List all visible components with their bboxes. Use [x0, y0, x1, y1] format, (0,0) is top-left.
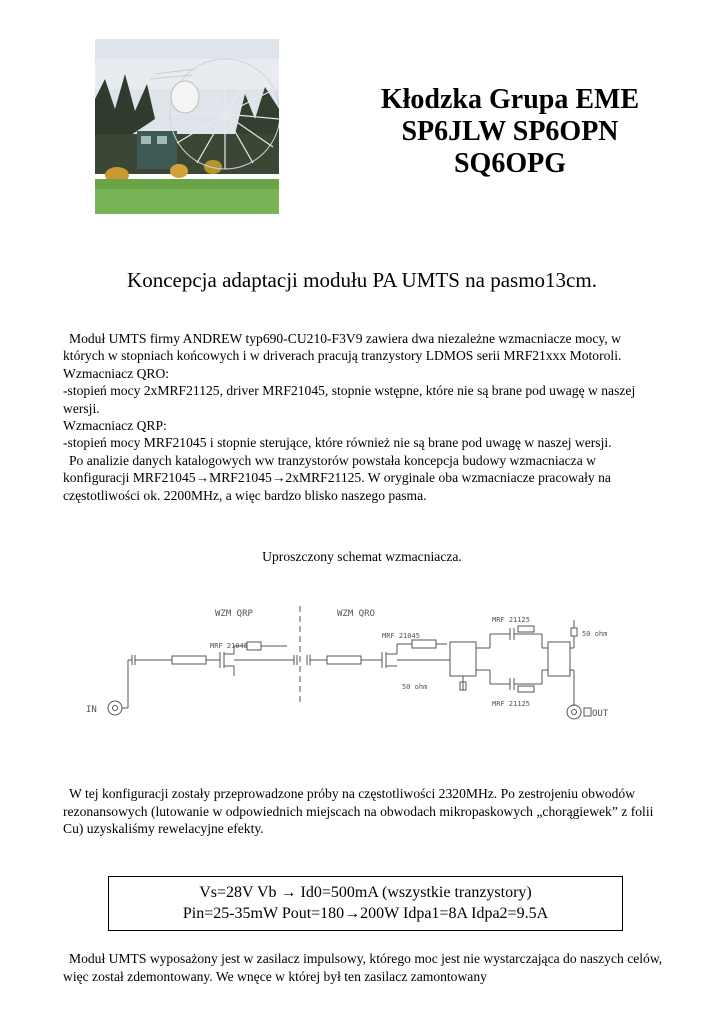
- label-wzm-qrp: WZM QRP: [215, 609, 253, 619]
- label-50ohm-mid: 50 ohm: [402, 683, 428, 691]
- qro-description: -stopień mocy 2xMRF21125, driver MRF21045, stopnie wstępne, które nie są brane pod uwagę w naszej wersji.: [63, 383, 636, 416]
- closing-section: [63, 950, 663, 985]
- concept-paragraph: Po analizie danych katalogowych ww tranzystorów powstała koncepcja budowy wzmacniacza w konfiguracji MRF21045→MRF21045→2xMRF21125. W oryginale oba wzmacniacze pracowały na częstotliwości ok. 2200MHz, a więc bardzo blisko naszego pasma.: [63, 452, 611, 503]
- schematic-caption: Uproszczony schemat wzmacniacza.: [262, 549, 462, 564]
- label-in: IN: [86, 705, 97, 715]
- results-section: [63, 785, 663, 838]
- label-mrf21045-qrp: MRF 21045: [210, 642, 248, 650]
- parameters-line-2: Pin=25-35mW Pout=180→200W Idpa1=8A Idpa2=9.5A: [182, 905, 549, 922]
- intro-section: [63, 330, 663, 504]
- label-mrf21045-qro: MRF 21045: [382, 632, 420, 640]
- qro-label: Wzmacniacz QRO:: [63, 365, 170, 381]
- closing-paragraph: Moduł UMTS wyposażony jest w zasilacz impulsowy, którego moc jest nie wystarczająca do naszych celów, więc został zdemontowany. We wnęce w której był ten zasilacz zamontowany: [63, 951, 663, 984]
- parameters-line-1: Vs=28V Vb → Id0=500mA (wszystkie tranzystory): [199, 884, 532, 901]
- qrp-label: Wzmacniacz QRP:: [63, 418, 167, 434]
- intro-paragraph: Moduł UMTS firmy ANDREW typ690-CU210-F3V9 zawiera dwa niezależne wzmacniacze mocy, w których w stopniach końcowych i w driverach pracują tranzystory LDMOS serii MRF21xxx Motoroli.: [63, 331, 622, 364]
- header: [300, 84, 720, 180]
- parameters-box: [108, 876, 623, 931]
- antenna-photo: [95, 39, 279, 214]
- results-paragraph: W tej konfiguracji zostały przeprowadzone próby na częstotliwości 2320MHz. Po zestrojeniu obwodów rezonansowych (lutowanie w odpowiednich miejscach na obwodach mikropaskowych „chorągiewek” z folii Cu) uzyskaliśmy rewelacyjne efekty.: [63, 786, 654, 837]
- header-callsigns-1: SP6JLW SP6OPN: [401, 116, 619, 147]
- header-callsigns-2: SQ6OPG: [453, 148, 566, 179]
- label-out: OUT: [592, 709, 609, 719]
- label-mrf21125-bottom: MRF 21125: [492, 700, 530, 708]
- document-title: Koncepcja adaptacji modułu PA UMTS na pasmo13cm.: [127, 268, 597, 292]
- amplifier-schematic: [72, 598, 672, 728]
- label-50ohm-top: 50 ohm: [582, 630, 608, 638]
- header-group-name: Kłodzka Grupa EME: [380, 84, 640, 115]
- label-mrf21125-top: MRF 21125: [492, 616, 530, 624]
- label-wzm-qro: WZM QRO: [337, 609, 375, 619]
- qrp-description: -stopień mocy MRF21045 i stopnie sterujące, które również nie są brane pod uwagę w naszej wersji.: [63, 435, 612, 451]
